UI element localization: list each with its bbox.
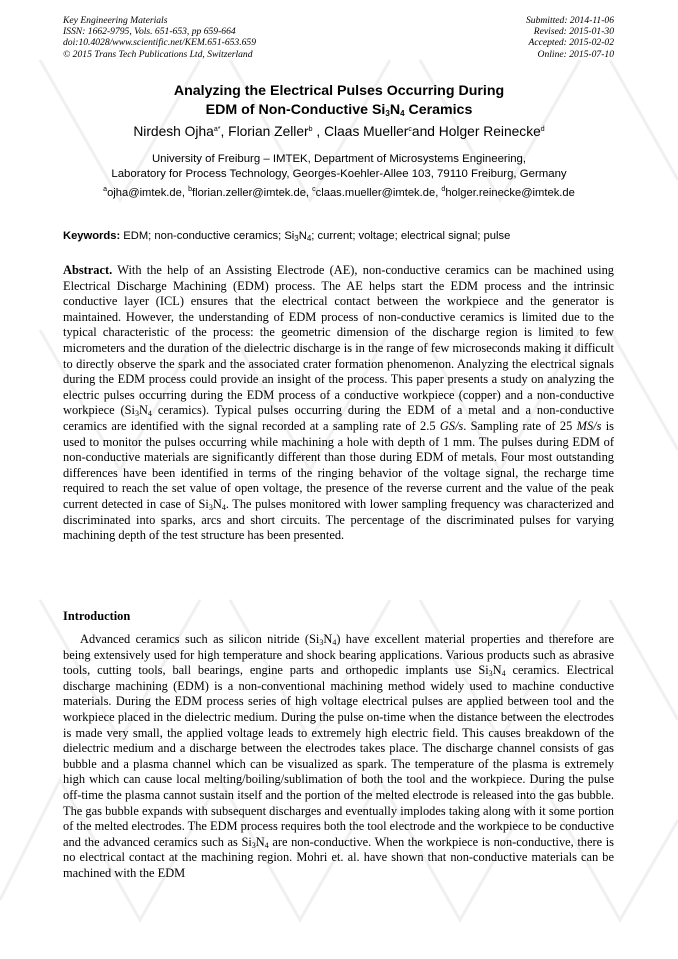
- email-link[interactable]: holger.reinecke@imtek.de: [445, 187, 575, 199]
- abstract-label: Abstract.: [63, 263, 113, 277]
- doi: doi:10.4028/www.scientific.net/KEM.651-653.659: [63, 37, 257, 49]
- abstract: Abstract. With the help of an Assisting Electrode (AE), non-conductive ceramics can be machined using Electrical Discharge Machining (EDM) process. The AE helps start the EDM process and the intrinsic conductive layer (ICL) ensures that the electrical contact between the workpiece and the generator is maintained. However, the understanding of EDM process of non-conductive ceramics is limited due to the typical characteristic of the process: the geometric dimension of the discharge region is limited to few micrometers and the duration of the dielectric discharge is in the range of few microseconds making it difficult to directly observe the spark and the associated crater formation phenomenon. Analyzing the electrical signals during the EDM process could provide an insight of the process. This paper presents a study on analyzing the electric pulses occurring during the EDM process of a conductive workpiece (copper) and a non-conductive workpiece ($Si_3N_4$ ceramics). Typical pulses occurring during the EDM of a metal and a non-conductive ceramics are identified with the signal recorded at a sampling rate of 2.5 GS/s. Sampling rate of 25 MS/s is used to monitor the pulses occurring while machining a hole with depth of 1 mm. The pulses during EDM of non-conductive materials are significantly different than those during EDM of metals. Four most outstanding differences have been identified in terms of the ringing behavior of the voltage signal, the recharge time required to reach the set value of open voltage, the presence of the reverse current and the value of the peak current detected in case of $Si_3N_4$. The pulses monitored with lower sampling frequency was characterized and discriminated into sparks, arcs and short circuits. The percentage of the discriminated pulses for varying machining depth of the test structure has been presented.: [63, 263, 614, 543]
- revised-date: Revised: 2015-01-30: [533, 26, 614, 38]
- submitted-date: Submitted: 2014-11-06: [525, 15, 614, 26]
- email-link[interactable]: florian.zeller@imtek.de,: [191, 187, 313, 199]
- introduction-paragraph: Advanced ceramics such as silicon nitride $(Si_3N_4)$ have excellent material properties and therefore are being extensively used for high temperature and shock bearing applications. Various products such as abrasive tools, cutting tools, ball bearings, engine parts and orthopedic implants use $Si_3N_4$ ceramics. Electrical discharge machining (EDM) is a non-conventional machining method widely used to machine conductive materials. During the EDM process series of high voltage electrical pulses are applied between tool and the workpiece placed in the dielectric medium. During the pulse on-time when the distance between the electrodes is made very small, the applied voltage leads to extremely high electric field. This causes breakdown of the dielectric medium and a discharge between the electrodes takes place. The discharge channel consists of gas bubble and a plasma channel which can be visualized as spark. The temperature of the plasma is extremely high which can cause local melting/boiling/sublimation of both the tool and the workpiece. During the pulse off-time the plasma cannot sustain itself and the portion of the melted electrode is released into the gas bubble. The gas bubble expands with subsequent discharges and eventually implodes taking along with it some portion of the melted electrodes. The EDM process requires both the tool electrode and the workpiece to be conductive and the advanced ceramics such as $Si_3N_4$ are non-conductive. When the workpiece is non-conductive, there is no electrical contact at the machining region. Mohri et. al. have shown that non-conductive materials can be machined with the EDM: [63, 632, 614, 880]
- paper-title: [0, 82, 678, 119]
- online-date: Online: 2015-07-10: [537, 48, 614, 60]
- email-list: $^a$ojha@imtek.de, $^b$florian.zeller@imtek.de, $^c$claas.mueller@imtek.de, $^d$holger.reinecke@imtek.de: [103, 186, 575, 199]
- keywords-label: Keywords:: [63, 230, 121, 242]
- email-link[interactable]: ojha@imtek.de,: [107, 187, 189, 199]
- journal-info: [63, 15, 256, 60]
- author: Nirdesh Ojha: [133, 124, 214, 139]
- issn: ISSN: 1662-9795, Vols. 651-653, pp 659-664: [63, 26, 236, 38]
- journal-name: Key Engineering Materials: [63, 15, 168, 26]
- title-line-2: EDM of Non-Conductive $Si_3N_4$ Ceramics: [205, 101, 473, 118]
- title-line-1: Analyzing the Electrical Pulses Occurring During: [173, 83, 505, 99]
- author: Florian Zeller: [228, 124, 309, 139]
- affiliation-line-1: University of Freiburg – IMTEK, Department of Microsystems Engineering,: [151, 153, 527, 165]
- author: Claas Mueller: [324, 124, 409, 139]
- dates-info: [526, 15, 614, 60]
- author-list: Nirdesh Ojha$^{a*}$, Florian Zeller$^b$ , Claas Mueller$^c$and Holger Reinecke$^d$: [133, 124, 545, 139]
- section-heading: Introduction: [63, 609, 131, 623]
- accepted-date: Accepted: 2015-02-02: [528, 37, 614, 49]
- author: Holger Reinecke: [438, 124, 541, 139]
- affiliation: [0, 152, 678, 183]
- keywords: Keywords: EDM; non-conductive ceramics; $Si_3N_4$; current; voltage; electrical signal; pulse: [63, 230, 511, 243]
- copyright: © 2015 Trans Tech Publications Ltd, Switzerland: [63, 48, 253, 60]
- affiliation-line-2: Laboratory for Process Technology, Georges-Koehler-Allee 103, 79110 Freiburg, Germany: [111, 168, 567, 181]
- email-link[interactable]: claas.mueller@imtek.de,: [315, 187, 442, 199]
